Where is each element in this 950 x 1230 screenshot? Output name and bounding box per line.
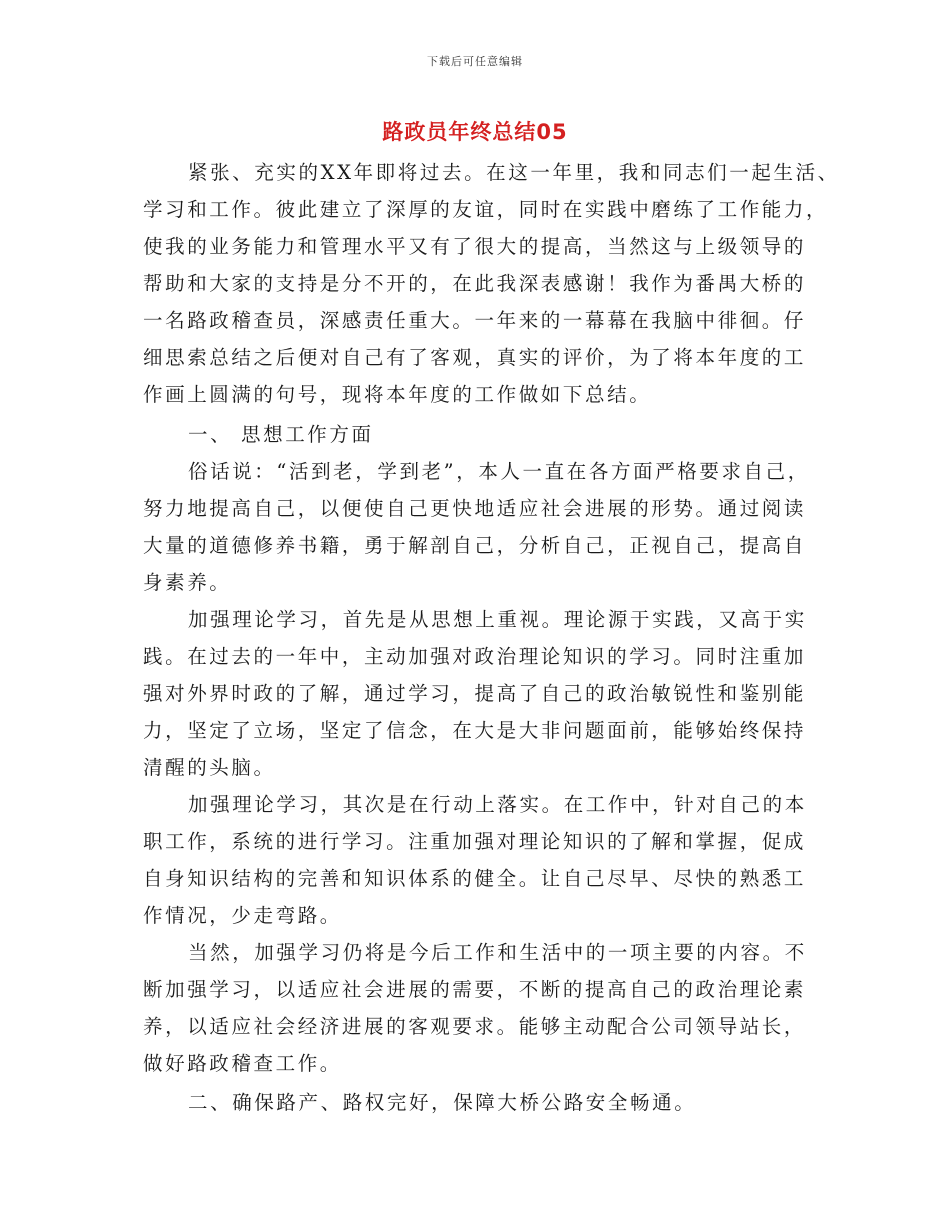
paragraph-line: 清醒的头脑。 — [143, 756, 276, 779]
paragraph-line: 自身知识结构的完善和知识体系的健全。让自己尽早、尽快的熟悉工 — [143, 867, 807, 890]
paragraph-line: 紧张、充实的XX年即将过去。在这一年里，我和同志们一起生活、 — [188, 161, 840, 184]
paragraph-line: 加强理论学习，首先是从思想上重视。理论源于实践，又高于实 — [188, 608, 807, 631]
paragraph-line: 作情况，少走弯路。 — [143, 904, 342, 927]
paragraph-line: 强对外界时政的了解，通过学习，提高了自己的政治敏锐性和鉴别能 — [143, 682, 807, 705]
paragraph-line: 加强理论学习，其次是在行动上落实。在工作中，针对自己的本 — [188, 793, 807, 816]
document-title: 路政员年终总结05 — [382, 120, 568, 144]
paragraph-line: 一名路政稽查员，深感责任重大。一年来的一幕幕在我脑中徘徊。仔 — [143, 309, 807, 332]
paragraph-line: 细思索总结之后便对自己有了客观，真实的评价，为了将本年度的工 — [143, 346, 807, 369]
paragraph-line: 践。在过去的一年中，主动加强对政治理论知识的学习。同时注重加 — [143, 645, 807, 668]
paragraph-line: 当然，加强学习仍将是今后工作和生活中的一项主要的内容。不 — [188, 941, 807, 964]
paragraph-line: 使我的业务能力和管理水平又有了很大的提高，当然这与上级领导的 — [143, 235, 807, 258]
paragraph-line: 职工作，系统的进行学习。注重加强对理论知识的了解和掌握，促成 — [143, 830, 807, 853]
section-heading: 一、 思想工作方面 — [188, 423, 374, 446]
paragraph-line: 学习和工作。彼此建立了深厚的友谊，同时在实践中磨练了工作能力， — [143, 198, 829, 221]
paragraph-line: 力，坚定了立场，坚定了信念，在大是大非问题面前，能够始终保持 — [143, 719, 807, 742]
paragraph-line: 养，以适应社会经济进展的客观要求。能够主动配合公司领导站长， — [143, 1015, 807, 1038]
paragraph-line: 身素养。 — [143, 571, 232, 594]
header-note: 下载后可任意编辑 — [427, 55, 523, 68]
paragraph-line: 作画上圆满的句号，现将本年度的工作做如下总结。 — [143, 383, 652, 406]
paragraph-line: 努力地提高自己，以便使自己更快地适应社会进展的形势。通过阅读 — [143, 497, 807, 520]
paragraph-line: 做好路政稽查工作。 — [143, 1052, 342, 1075]
paragraph-line: 断加强学习，以适应社会进展的需要，不断的提高自己的政治理论素 — [143, 978, 807, 1001]
section-heading: 二、确保路产、路权完好，保障大桥公路安全畅通。 — [188, 1091, 697, 1114]
paragraph-line: 俗话说：“活到老，学到老”，本人一直在各方面严格要求自己， — [188, 460, 810, 483]
paragraph-line: 大量的道德修养书籍，勇于解剖自己，分析自己，正视自己，提高自 — [143, 534, 807, 557]
paragraph-line: 帮助和大家的支持是分不开的，在此我深表感谢！我作为番禺大桥的 — [143, 272, 807, 295]
